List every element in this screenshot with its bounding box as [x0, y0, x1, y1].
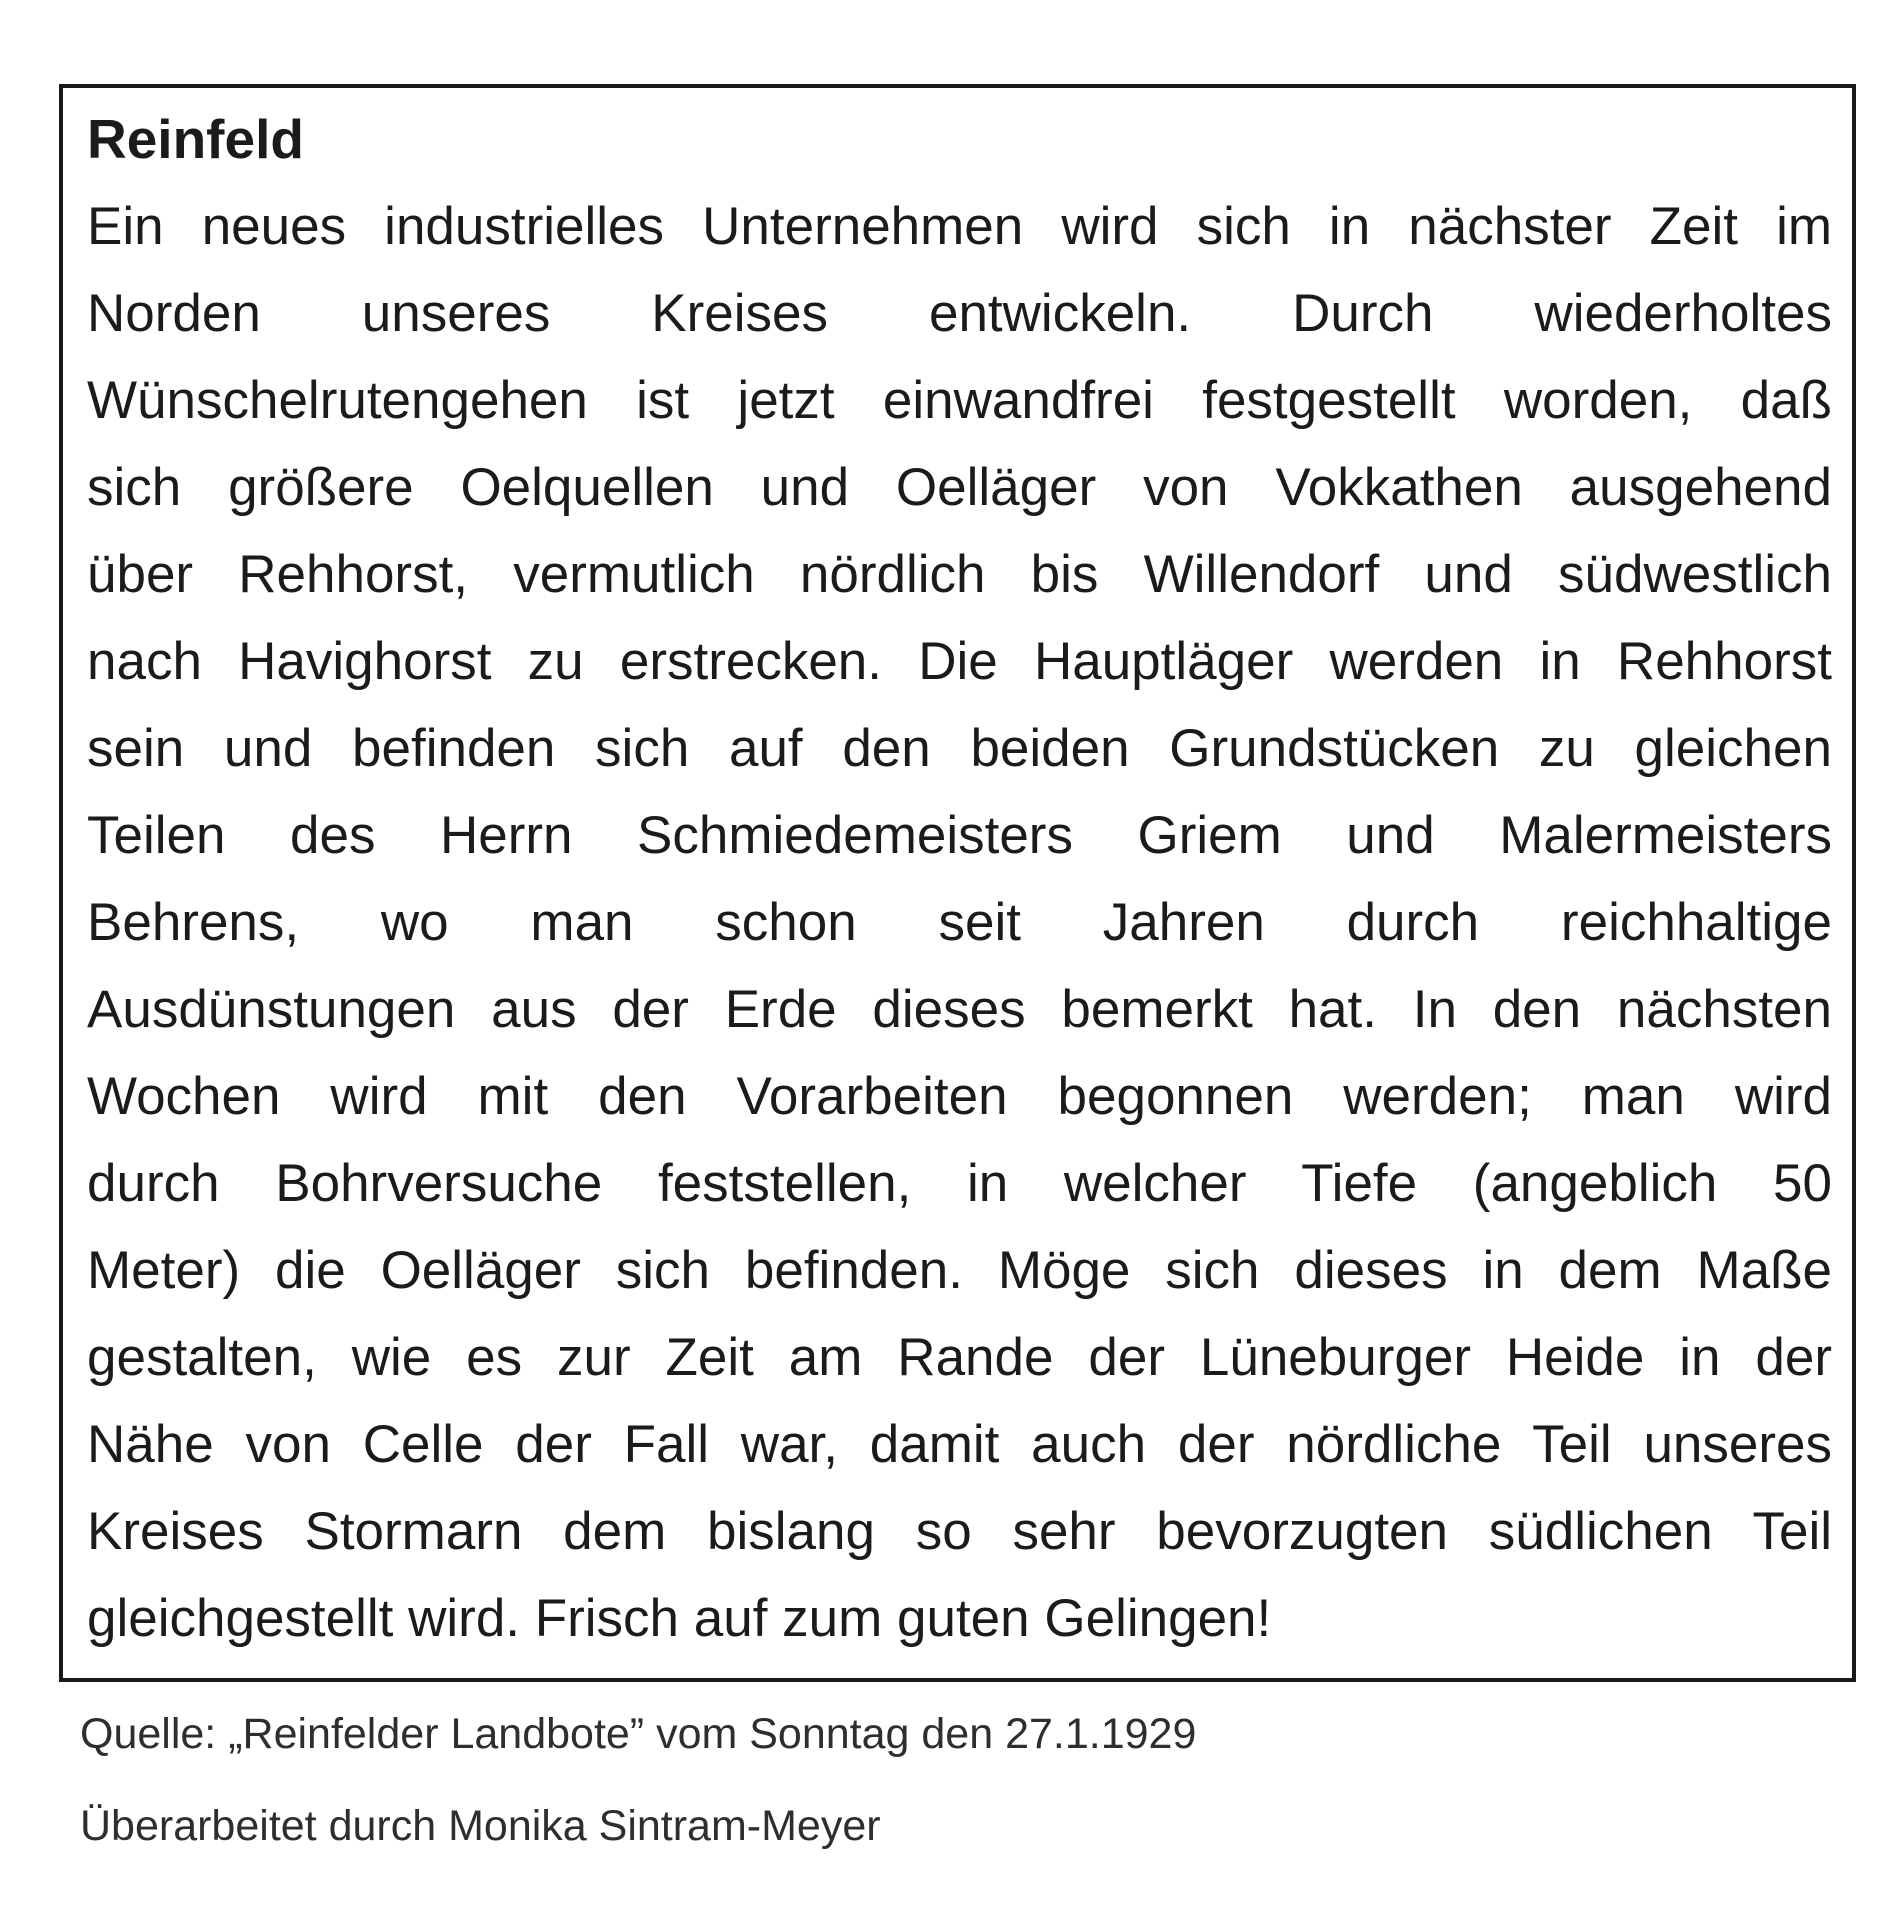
- article-line: durch Bohrversuche feststellen, in welcher Tiefe (angeblich 50: [87, 1154, 1832, 1213]
- article-line: Ein neues industrielles Unternehmen wird sich in nächster Zeit im: [87, 197, 1832, 256]
- article-line: Teilen des Herrn Schmiedemeisters Griem und Malermeisters: [87, 806, 1832, 865]
- credit-line: Überarbeitet durch Monika Sintram-Meyer: [80, 1802, 881, 1850]
- article-line: nach Havighorst zu erstrecken. Die Hauptläger werden in Rehhorst: [87, 632, 1832, 691]
- article-line: sich größere Oelquellen und Oelläger von Vokkathen ausgehend: [87, 458, 1832, 517]
- article-line: Nähe von Celle der Fall war, damit auch der nördliche Teil unseres: [87, 1415, 1832, 1474]
- article-line: Wochen wird mit den Vorarbeiten begonnen werden; man wird: [87, 1067, 1832, 1126]
- article-line: Behrens, wo man schon seit Jahren durch reichhaltige: [87, 893, 1832, 952]
- article-line-final: gleichgestellt wird. Frisch auf zum guten Gelingen!: [87, 1589, 1272, 1648]
- article-line: sein und befinden sich auf den beiden Grundstücken zu gleichen: [87, 719, 1832, 778]
- article-line: über Rehhorst, vermutlich nördlich bis Willendorf und südwestlich: [87, 545, 1832, 604]
- article-line: Wünschelrutengehen ist jetzt einwandfrei festgestellt worden, daß: [87, 371, 1832, 430]
- article-line: Ausdünstungen aus der Erde dieses bemerkt hat. In den nächsten: [87, 980, 1832, 1039]
- article-line: Kreises Stormarn dem bislang so sehr bevorzugten südlichen Teil: [87, 1502, 1832, 1561]
- article-title: Reinfeld: [87, 108, 304, 170]
- source-line: Quelle: „Reinfelder Landbote” vom Sonntag den 27.1.1929: [80, 1710, 1197, 1758]
- article-line: Norden unseres Kreises entwickeln. Durch wiederholtes: [87, 284, 1832, 343]
- article-line: Meter) die Oelläger sich befinden. Möge sich dieses in dem Maße: [87, 1241, 1832, 1300]
- article-box: [59, 84, 1856, 1682]
- article-line: gestalten, wie es zur Zeit am Rande der Lüneburger Heide in der: [87, 1328, 1832, 1387]
